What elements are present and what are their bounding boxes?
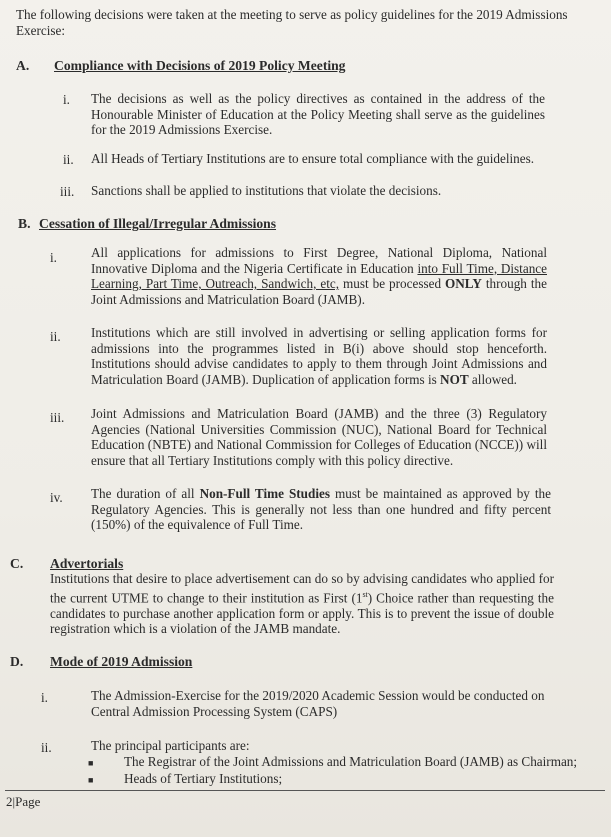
- section-c-title: Advertorials: [50, 556, 124, 571]
- section-b-item-4-text-a: The duration of all: [91, 486, 200, 501]
- section-c-text-b: ) Choice rather than requesting the candidates to purchase another application form or apply. This is to prevent the issue of double registration which is a violation of the JAMB mandate.: [50, 589, 554, 637]
- section-c-title-wrap: [50, 556, 123, 572]
- section-b-item-1-text-underlined: into Full Time, Distance Learning, Part Time, Outreach, Sandwich, etc,: [91, 260, 547, 292]
- section-b-item-3-text: Joint Admissions and Matriculation Board (JAMB) and the three (3) Regulatory Agencies (National Universities Commission (NUC), National Board for Technical Education (NBTE) and National Commission for Colleges of Education (NCCE)) will ensure that all Tertiary Institutions comply with this policy directive.: [91, 406, 547, 468]
- section-d-letter: D.: [10, 654, 24, 669]
- section-b-item-1-number: i.: [50, 250, 57, 265]
- section-a-item-3-text: Sanctions shall be applied to institutions that violate the decisions.: [91, 183, 442, 198]
- section-d-item-1-number: i.: [41, 690, 48, 705]
- section-d-title-wrap: [50, 654, 192, 670]
- section-a-letter: A.: [16, 58, 30, 73]
- section-a-item-3-number: iii.: [60, 184, 75, 199]
- section-a-heading: [16, 58, 345, 74]
- section-d-title: Mode of 2019 Admission: [50, 654, 193, 669]
- section-b-item-2-text-bold: NOT: [440, 371, 469, 387]
- section-b-item-4-text-bold: Non-Full Time Studies: [199, 486, 331, 501]
- section-b-item-2-text-c: allowed.: [468, 371, 517, 387]
- section-a-item-2-text: All Heads of Tertiary Institutions are to ensure total compliance with the guidelines.: [91, 151, 535, 166]
- section-b-heading: [18, 216, 276, 232]
- bullet-icon: ■: [88, 775, 94, 785]
- section-b-item-4-text: [91, 486, 551, 533]
- section-b-item-4-text-c: must be maintained as approved by the Regulatory Agencies. This is generally not less than one hundred and fifty percent (150%) of the equivalence of Full Time.: [91, 486, 551, 533]
- section-d-bullet-1: The Registrar of the Joint Admissions and Matriculation Board (JAMB) as Chairman;: [124, 754, 578, 769]
- footer-divider: [5, 790, 605, 791]
- section-d-bullet-2: Heads of Tertiary Institutions;: [124, 771, 283, 786]
- section-b-letter: B.: [18, 216, 31, 231]
- section-a-item-1-text: The decisions as well as the policy directives as contained in the address of the Honourable Minister of Education at the Policy Meeting shall serve as the guidelines for the 2019 Admissions Exercise.: [91, 91, 545, 138]
- section-b-item-3-number: iii.: [50, 410, 65, 425]
- section-d-item-2-text: The principal participants are:: [91, 738, 250, 753]
- section-b-item-1-text-bold: ONLY: [445, 276, 482, 292]
- section-b-item-1-text-a: All applications for admissions to First Degree, National Diploma, National Innovative Diploma and the Nigeria Certificate in Education: [91, 245, 547, 276]
- section-a-item-1-number: i.: [63, 92, 70, 107]
- section-b-item-1-text-c: through the Joint Admissions and Matriculation Board (JAMB).: [91, 276, 547, 307]
- intro-paragraph: The following decisions were taken at the meeting to serve as policy guidelines for the 2019 Admissions Exercise:: [16, 7, 568, 38]
- section-a-item-2-number: ii.: [63, 152, 74, 167]
- section-b-item-1-text-b: must be processed: [339, 276, 446, 292]
- section-c-text: [50, 571, 554, 637]
- section-b-item-2-text: [91, 325, 547, 387]
- section-b-item-2-text-a: Institutions which are still involved in advertising or selling application forms for admissions into the programmes listed in B(i) above should stop henceforth. Institutions should advise candidates to apply to them through Joint Admissions and Matriculation Board (JAMB). Duplication of application forms is: [91, 325, 547, 387]
- section-a-title: Compliance with Decisions of 2019 Policy Meeting: [54, 58, 346, 73]
- section-c-letter: C.: [10, 556, 24, 571]
- section-d-item-2-number: ii.: [41, 740, 52, 755]
- section-b-item-1-text: [91, 245, 547, 307]
- section-b-title: Cessation of Illegal/Irregular Admissions: [39, 216, 277, 231]
- page-footer: 2|Page: [6, 794, 41, 809]
- section-d-item-1-text: The Admission-Exercise for the 2019/2020 Academic Session would be conducted on Central Admission Processing System (CAPS): [91, 688, 545, 719]
- section-b-item-4-number: iv.: [50, 490, 63, 505]
- section-b-item-2-number: ii.: [50, 329, 61, 344]
- bullet-icon: ■: [88, 758, 94, 768]
- section-c-text-superscript: st: [362, 589, 368, 599]
- section-c-text-a: Institutions that desire to place advertisement can do so by advising candidates who applied for the current UTME to change to their institution as First (1: [50, 571, 554, 605]
